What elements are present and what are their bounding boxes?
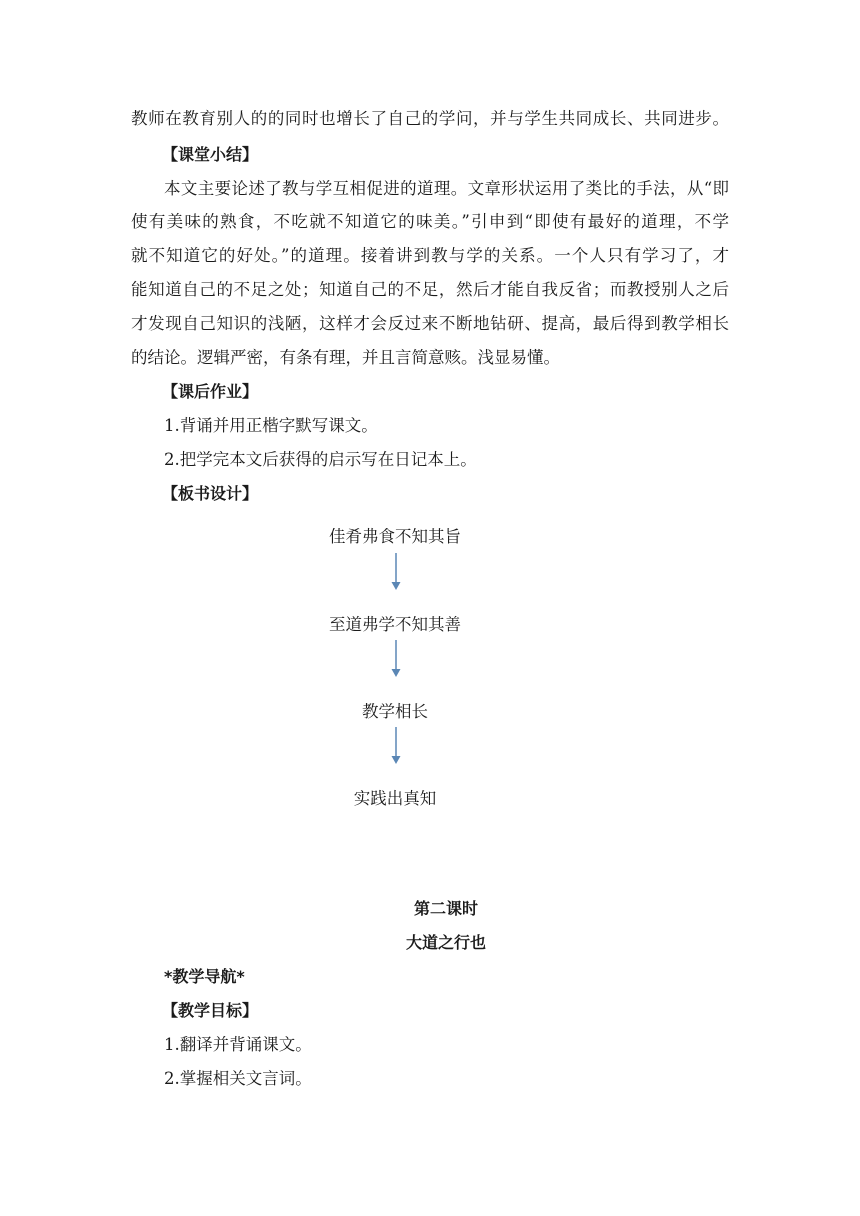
summary-line-6: 的结论。逻辑严密，有条有理，并且言简意赅。浅显易懂。 <box>131 348 560 367</box>
board-item-4: 实践出真知 <box>353 789 437 808</box>
summary-heading: 【课堂小结】 <box>162 145 259 164</box>
summary-line-4: 能知道自己的不足之处；知道自己的不足，然后才能自我反省；而教授别人之后 <box>131 280 729 299</box>
board-heading: 【板书设计】 <box>162 484 259 503</box>
summary-line-5: 才发现自己知识的浅陋，这样才会反过来不断地钻研、提高，最后得到教学相长 <box>131 314 729 333</box>
teaching-goals-heading: 【教学目标】 <box>162 1001 259 1020</box>
teaching-nav-heading: *教学导航* <box>164 967 245 986</box>
homework-heading: 【课后作业】 <box>162 382 259 401</box>
board-item-2: 至道弗学不知其善 <box>329 615 461 634</box>
lesson2-title: 第二课时 <box>413 899 478 918</box>
paragraph-top-line: 教师在教育别人的的同时也增长了自己的学问，并与学生共同成长、共同进步。 <box>131 109 729 128</box>
board-item-1: 佳肴弗食不知其旨 <box>329 527 461 546</box>
homework-item-2: 2.把学完本文后获得的启示写在日记本上。 <box>164 450 477 469</box>
goals-item-1: 1.翻译并背诵课文。 <box>164 1035 312 1054</box>
summary-line-1: 本文主要论述了教与学互相促进的道理。文章形状运用了类比的手法，从“即 <box>164 179 729 198</box>
arrow-down-icon <box>390 727 402 765</box>
arrow-down-icon <box>390 553 402 591</box>
summary-line-2: 使有美味的熟食，不吃就不知道它的味美。”引申到“即使有最好的道理，不学 <box>131 212 729 231</box>
homework-item-1: 1.背诵并用正楷字默写课文。 <box>164 416 378 435</box>
summary-line-3: 就不知道它的好处。”的道理。接着讲到教与学的关系。一个人只有学习了，才 <box>131 246 729 265</box>
arrow-down-icon <box>390 640 402 678</box>
board-item-3: 教学相长 <box>362 702 428 721</box>
lesson2-subtitle: 大道之行也 <box>405 933 486 952</box>
goals-item-2: 2.掌握相关文言词。 <box>164 1069 312 1088</box>
